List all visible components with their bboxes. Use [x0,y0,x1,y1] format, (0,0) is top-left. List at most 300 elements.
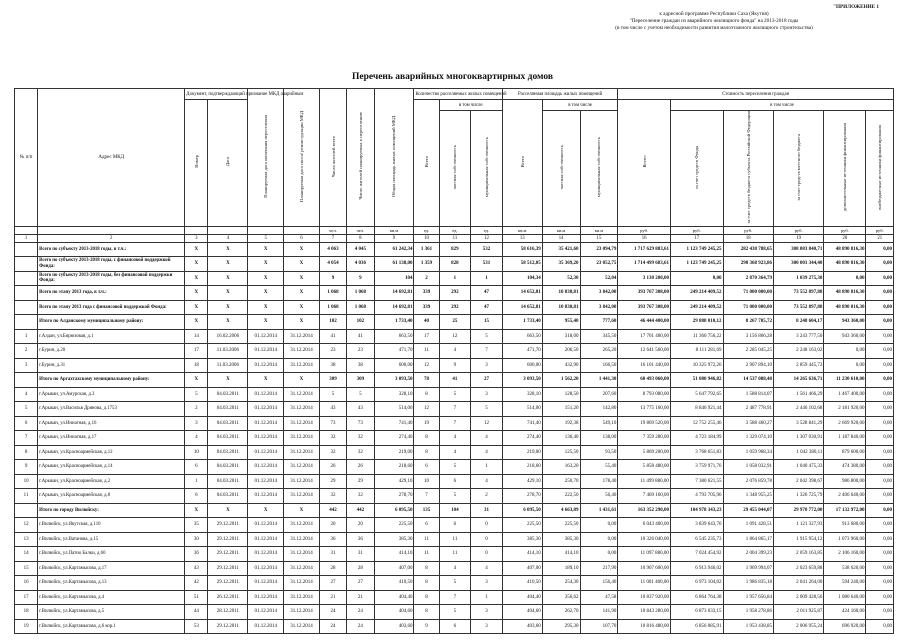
table-cell: 6 [185,460,208,475]
table-cell: 29.12.2011 [208,547,248,562]
table-cell: 01.12.2014 [248,518,284,533]
table-cell: 27 [471,373,503,388]
table-cell: 10 837 920,00 [618,590,671,605]
col-header-doc-date: Дата [208,100,248,227]
table-cell: X [284,503,320,518]
table-cell: 1 068 [347,286,374,301]
table-cell: 6 [185,489,208,504]
table-cell: 404,60 [374,605,414,620]
table-row [15,547,894,562]
table-cell: 414,10 [374,547,414,562]
table-cell: 14 [185,329,208,344]
table-cell: 31.12.2014 [284,532,320,547]
col-header-rooms-private: частная собственность [439,111,471,227]
table-cell: 17 132 972,00 [824,503,866,518]
table-cell: 10 830,81 [542,300,580,315]
table-cell: X [208,315,248,330]
table-cell: 0,00 [670,271,723,286]
table-cell: 5 647 792,65 [670,387,723,402]
appendix-header [549,4,879,32]
table-cell: 943 360,00 [824,315,866,330]
table-cell: 7 469 160,00 [618,489,671,504]
table-cell: 4 [471,445,503,460]
table-cell: 318,00 [542,329,580,344]
table-cell: 31.12.2014 [284,605,320,620]
table-cell: 2 859 445,72 [773,358,823,373]
table-cell: 3 839 643,76 [670,518,723,533]
table-cell: 2 487 778,91 [723,402,773,417]
table-cell: 2 446 102,68 [773,402,823,417]
total-label: Итого по Алданскому муниципальному району: [38,315,185,330]
table-cell: 42 [185,576,208,591]
table-cell: 27 [319,576,346,591]
table-cell: 107,70 [580,619,618,634]
table-cell: 1 714 499 683,61 [618,257,671,272]
table-cell: 16.02.2006 [208,329,248,344]
table-cell: 29.12.2011 [208,518,248,533]
table-cell: 16 101 440,00 [618,358,671,373]
table-cell: 2 011 925,87 [773,605,823,620]
table-cell: 14 652,81 [502,300,542,315]
table-cell: 1 326 725,79 [773,489,823,504]
table-cell: 2 406 640,00 [824,489,866,504]
table-cell: 913 680,00 [824,518,866,533]
table-cell: 339 [414,300,439,315]
total-row [15,257,894,272]
table-cell: 7 [439,416,471,431]
table-cell: 29 455 044,07 [723,503,773,518]
table-cell: 218,60 [374,460,414,475]
table-cell: 1 059 968,34 [723,445,773,460]
table-cell: 7 359 280,00 [618,431,671,446]
table-cell: 5 [347,387,374,402]
table-cell: 1 039 275,30 [773,271,823,286]
table-cell: 31 [319,547,346,562]
column-number-cell: 6 [284,234,320,242]
table-cell: 12 [15,518,38,533]
table-cell: 0,00 [580,532,618,547]
unit-cell: руб. [773,226,823,234]
table-cell: X [208,373,248,388]
table-cell: 0,00 [866,373,894,388]
table-cell: 51 080 946,82 [670,373,723,388]
table-cell: 356,62 [542,590,580,605]
table-cell: 2 041 264,00 [773,576,823,591]
table-cell: 36 [347,532,374,547]
table-cell: 31.12.2014 [284,344,320,359]
total-row [15,286,894,301]
table-cell: 0,00 [866,402,894,417]
table-cell: 385,30 [542,532,580,547]
table-cell: 19 [15,619,38,634]
address-cell: г.Арыкан, ул.Амурская, д.3 [38,387,185,402]
table-cell: 1 307 030,91 [773,431,823,446]
table-cell: 424 160,00 [824,605,866,620]
table-cell: 21 [319,590,346,605]
table-cell: 219,00 [374,445,414,460]
col-header-doc-number: Номер [185,100,208,227]
col-header-residents-plan: Число жителей планируемых к переселению [347,89,374,227]
table-cell: 292 [439,286,471,301]
table-cell: 3 093,50 [502,373,542,388]
table-cell: 8 267 785,72 [723,315,773,330]
address-cell: г.Вилюйск, ул.Картамысова, д.4 [38,590,185,605]
column-number-cell: 18 [723,234,773,242]
table-cell: 2 285 045,25 [723,344,773,359]
table-cell: 12 752 255,46 [670,416,723,431]
table-cell: 138,00 [580,431,618,446]
unit-cell [248,226,284,234]
table-row [15,431,894,446]
table-cell: 43 [185,561,208,576]
table-cell: 163 352 290,00 [618,503,671,518]
table-cell: 31.12.2014 [284,576,320,591]
table-cell: 986 800,00 [824,474,866,489]
table-cell: 93,50 [580,445,618,460]
table-cell: 31.12.2014 [284,431,320,446]
table-cell: 1 733,40 [502,315,542,330]
table-cell: 28.12.2011 [208,605,248,620]
table-cell: 1 361 [414,242,439,257]
column-number-cell: 21 [866,234,894,242]
table-cell: 1 [471,460,503,475]
unit-cell: руб. [618,226,671,234]
column-number-cell: 5 [248,234,284,242]
table-cell: 1 040 475,33 [773,460,823,475]
table-cell: X [248,300,284,315]
table-cell: 943 360,00 [824,329,866,344]
table-cell: 11 [414,344,439,359]
appendix-line-2: к адресной программе Республики Саха (Якутия) [659,11,769,17]
table-cell: 7 380 621,55 [670,474,723,489]
table-cell: 5 [185,387,208,402]
table-cell: 151,20 [542,402,580,417]
table-cell: X [208,286,248,301]
column-number-cell: 1 [15,234,38,242]
table-cell: 3 759 971,76 [670,460,723,475]
col-header-planned-demolition: Планируемая дата сноса/ реконструкции МКД [284,89,320,227]
col-header-area-total: Общая площадь жилых помещений МКД [374,89,414,227]
table-cell: 1 969 994,07 [723,561,773,576]
table-cell: 404,40 [502,590,542,605]
table-cell: 3 093,50 [374,373,414,388]
table-cell: 4 723 184,99 [670,431,723,446]
table-cell: 663,50 [502,329,542,344]
table-cell: 2 076 859,78 [723,474,773,489]
table-cell: X [248,242,284,257]
table-cell: 26 [347,460,374,475]
table-cell: 1 441,30 [580,373,618,388]
address-cell: г.Арыкан, ул.Красноармейская, д.8 [38,489,185,504]
table-cell: 73 552 897,88 [773,300,823,315]
table-cell: 250,70 [542,474,580,489]
table-cell: 5 [439,576,471,591]
table-row [15,619,894,634]
table-cell: 1 068 [319,286,346,301]
table-cell: 04.03.2011 [208,387,248,402]
table-cell: 11 499 880,00 [618,474,671,489]
table-cell: 7 [414,489,439,504]
table-cell: 14 537 088,48 [723,373,773,388]
emergency-houses-table [14,88,894,634]
table-cell: 4 [439,561,471,576]
table-cell: 4 [185,431,208,446]
table-cell: 3 528 841,29 [773,416,823,431]
table-cell [15,271,38,286]
table-cell: 0,00 [866,590,894,605]
table-cell: 23 052,75 [580,257,618,272]
table-cell: 01.12.2014 [248,532,284,547]
table-cell: 403,60 [502,619,542,634]
table-cell: 0,00 [866,271,894,286]
table-cell: 3 [471,576,503,591]
column-number-cell: 7 [319,234,346,242]
table-cell: 24 [347,605,374,620]
table-cell: 5 [439,489,471,504]
table-cell: 104 978 343,23 [670,503,723,518]
table-cell: 6 095,50 [374,503,414,518]
table-cell: 01.12.2014 [248,605,284,620]
table-cell: 35 421,60 [542,242,580,257]
table-cell: 3 [185,416,208,431]
table-cell: 8 [414,605,439,620]
table-cell: 7 024 454,92 [670,547,723,562]
document-title: Перечень аварийных многоквартирных домов [351,72,554,82]
table-cell: 4 [439,344,471,359]
table-cell: 1 958 278,86 [723,605,773,620]
table-cell [15,373,38,388]
table-cell: 01.12.2014 [248,431,284,446]
table-cell: 32 [319,489,346,504]
table-cell: 10 [414,474,439,489]
table-cell: 73 [319,416,346,431]
table-cell: 741,40 [374,416,414,431]
table-cell: 0,00 [866,547,894,562]
table-cell: 32 [347,431,374,446]
table-cell: 04.03.2011 [208,474,248,489]
table-cell: 1 073 960,00 [824,532,866,547]
address-cell: г.Арыкан, ул.Красноармейская, д.14 [38,460,185,475]
appendix-line-4: (в том числе с учетом необходимости развития малоэтажного жилищного строительства) [615,25,813,31]
address-cell: г.Арыкан, ул.Красноармейская, д.2 [38,474,185,489]
table-cell: 01.12.2014 [248,387,284,402]
table-cell: 2 006 955,24 [773,619,823,634]
table-cell: 1 562,20 [542,373,580,388]
table-cell: 51 [185,590,208,605]
table-cell: 13 775 160,00 [618,402,671,417]
table-cell: 14 652,81 [502,286,542,301]
table-cell: 1 [15,329,38,344]
table-cell: 1 [471,271,503,286]
address-cell: г.Алдан, ул.Бирюзовая, д.1 [38,329,185,344]
column-number-cell: 19 [773,234,823,242]
table-cell: 01.12.2014 [248,416,284,431]
table-cell: 31.12.2014 [284,416,320,431]
table-cell: 0,00 [866,431,894,446]
table-cell: 55,40 [580,460,618,475]
table-cell: 36 [185,547,208,562]
table-cell: 5 [471,402,503,417]
table-cell: 04.03.2011 [208,402,248,417]
table-cell: X [284,300,320,315]
total-label: Всего по субъекту 2013-2018 годы, в т.ч.: [38,242,185,257]
table-cell: 600,00 [374,358,414,373]
address-cell: г.Вилюйск, ул.Ватанова, д.15 [38,532,185,547]
table-cell: 12 [414,402,439,417]
table-cell: 6 864 764,38 [670,590,723,605]
table-cell: 04.03.2011 [208,489,248,504]
table-cell: 61 138,00 [374,257,414,272]
table-cell: 442 [347,503,374,518]
address-cell: г.Арыкан, ул.Иннагная, д.16 [38,416,185,431]
table-cell: 6 545 235,73 [670,532,723,547]
table-cell: 339 [414,286,439,301]
table-cell: 56,40 [580,489,618,504]
address-cell: г.Вилюйск, ул.Картамысова, д.5 [38,605,185,620]
table-cell: 01.12.2014 [248,576,284,591]
unit-cell: руб. [670,226,723,234]
table-cell: 1 986 835,18 [723,576,773,591]
table-cell: X [185,286,208,301]
table-row [15,445,894,460]
table-cell: 0,00 [866,329,894,344]
table-cell: 2 [185,402,208,417]
table-cell: 1 [439,271,471,286]
table-cell: 17 701 400,00 [618,329,671,344]
table-cell: X [284,373,320,388]
table-cell: 29 [347,474,374,489]
table-cell: 01.12.2014 [248,561,284,576]
table-cell: 19 [414,416,439,431]
table-cell: 04.03.2011 [208,416,248,431]
table-cell: X [248,271,284,286]
table-row [15,416,894,431]
table-cell: X [248,503,284,518]
address-cell: г.Арыкан, ул.Васильв Дрянова, д.1753 [38,402,185,417]
table-cell: 8 248 604,17 [773,315,823,330]
unit-cell [284,226,320,234]
table-cell: 549,10 [580,416,618,431]
column-number-cell: 9 [374,234,414,242]
table-cell: X [185,373,208,388]
table-cell: 471,70 [502,344,542,359]
table-cell: 10 843 280,00 [618,605,671,620]
table-cell: 3 [471,605,503,620]
table-cell: 71 000 000,00 [723,300,773,315]
col-header-rooms-total: Всего [414,100,439,227]
col-header-num: № п/п [15,89,38,227]
table-cell: 3 768 651,83 [670,445,723,460]
table-cell: 432,90 [542,358,580,373]
table-cell: 31.12.2014 [284,387,320,402]
table-cell [15,315,38,330]
table-cell: X [185,271,208,286]
table-cell: 514,00 [502,402,542,417]
table-cell: 10 326 040,00 [618,532,671,547]
table-cell: 5 [15,402,38,417]
table-cell: 01.12.2014 [248,329,284,344]
table-cell: 11.03.2006 [208,358,248,373]
column-number-cell: 8 [347,234,374,242]
table-cell: 32 [319,445,346,460]
table-cell: 407,00 [502,561,542,576]
table-cell: 3 156 866,28 [723,329,773,344]
table-cell: 3 [471,387,503,402]
table-cell: 31 [471,503,503,518]
table-cell: 46 444 400,00 [618,315,671,330]
table-cell: 6 [414,460,439,475]
table-cell: X [248,286,284,301]
table-cell: 777,60 [580,315,618,330]
table-cell: 01.12.2014 [248,344,284,359]
table-cell: 429,10 [502,474,542,489]
table-cell: 600,00 [502,358,542,373]
unit-cell: ед. [414,226,439,234]
table-row [15,358,894,373]
table-row [15,605,894,620]
table-cell: 31 [347,547,374,562]
address-cell: г.Арыкан, ул.Иннагная, д.17 [38,431,185,446]
table-cell: 4 [439,445,471,460]
table-cell: 47 [471,286,503,301]
table-cell: 4 663,89 [542,503,580,518]
table-cell: 531 [471,257,503,272]
table-cell: 8 [15,445,38,460]
table-cell: 36 [319,532,346,547]
table-cell: 309 [347,373,374,388]
table-cell: 31.12.2014 [284,402,320,417]
table-cell: 1 348 955,25 [723,489,773,504]
table-cell: 2 [15,344,38,359]
unit-cell: руб. [824,226,866,234]
total-label: Итого по Аргахтахскому муниципальному району: [38,373,185,388]
table-cell: 0,00 [866,416,894,431]
table-cell: 9 [439,358,471,373]
table-cell: 1 080 640,00 [824,590,866,605]
table-row [15,576,894,591]
table-cell: 0,00 [866,315,894,330]
table-cell: X [248,315,284,330]
table-cell: 29.12.2011 [208,619,248,634]
table-cell: 12 [471,416,503,431]
column-number-cell: 3 [185,234,208,242]
table-cell: 41 [319,329,346,344]
unit-cell: кв.м [374,226,414,234]
unit-cell: кв.м [580,226,618,234]
unit-cell: ед. [471,226,503,234]
table-cell: X [185,257,208,272]
address-cell: г.Вилюйск, ул.Картамысова, д.6 кор.1 [38,619,185,634]
table-cell [15,300,38,315]
table-cell: 1 [185,474,208,489]
table-cell: 6 [439,619,471,634]
table-cell: 955,40 [542,315,580,330]
table-cell: X [284,315,320,330]
table-cell: 10 830,81 [542,286,580,301]
table-cell: 1 915 954,12 [773,532,823,547]
table-cell: 58 512,05 [502,257,542,272]
table-cell: 8 846 921,44 [670,402,723,417]
table-cell: 12 [439,329,471,344]
table-cell: 28 [347,561,374,576]
table-cell: 429,10 [374,474,414,489]
table-row [15,402,894,417]
table-cell: 31.12.2014 [284,561,320,576]
table-cell: 829 [439,242,471,257]
table-cell: 11 360 756,22 [670,329,723,344]
table-cell: 29 888 010,12 [670,315,723,330]
table-row [15,590,894,605]
